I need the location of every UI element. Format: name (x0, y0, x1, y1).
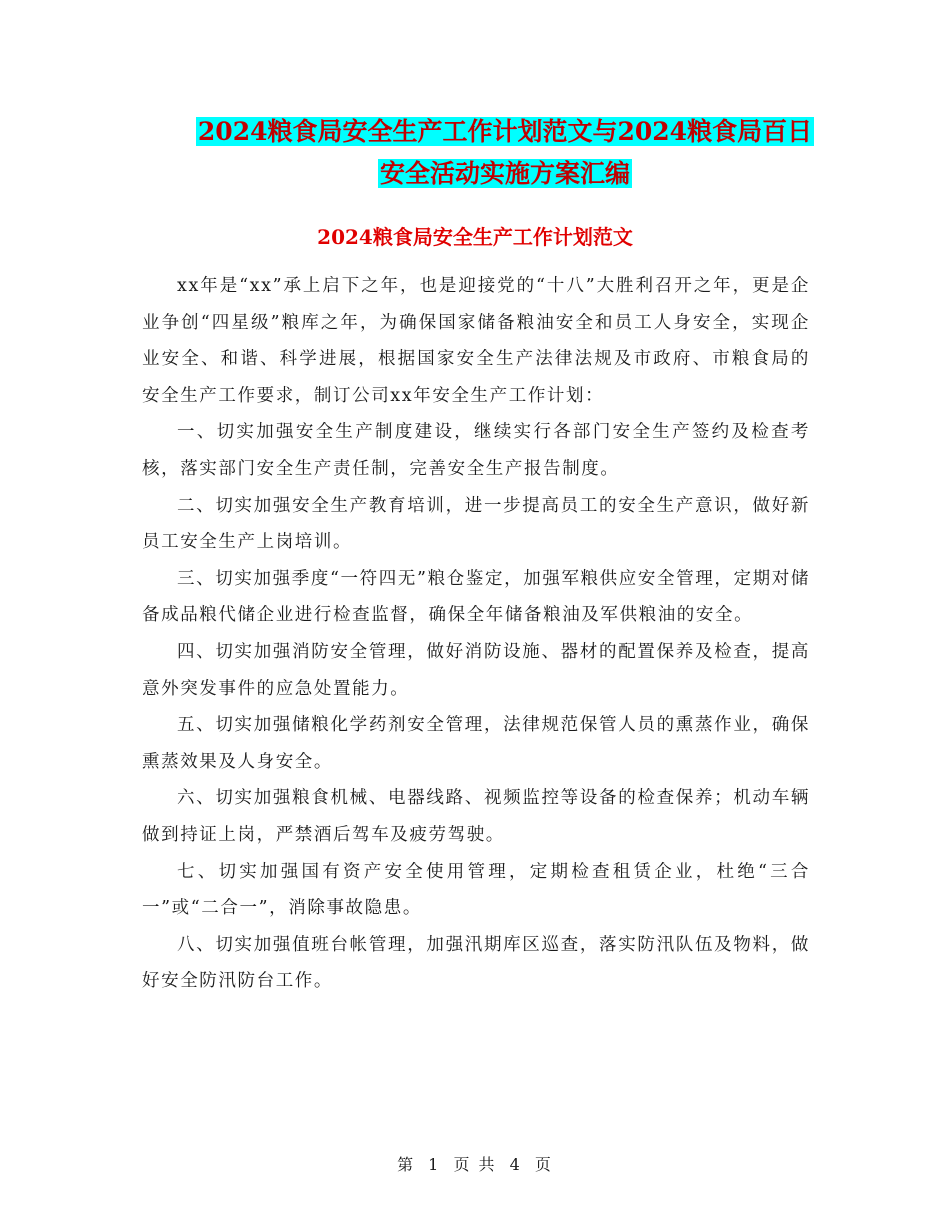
page-footer (0, 1152, 950, 1175)
paragraph-item-1: 一、切实加强安全生产制度建设，继续实行各部门安全生产签约及检查考核，落实部门安全生产责任制，完善安全生产报告制度。 (142, 422, 810, 479)
paragraph-item-2: 二、切实加强安全生产教育培训，进一步提高员工的安全生产意识，做好新员工安全生产上岗培训。 (142, 495, 810, 553)
section-title: 2024粮食局安全生产工作计划范文 (317, 225, 633, 249)
paragraph-intro: xx年是“xx”承上启下之年，也是迎接党的“十八”大胜利召开之年，更是企业争创“四星级”粮库之年，为确保国家储备粮油安全和员工人身安全，实现企业安全、和谐、科学进展，根据国家安全生产法律法规及市政府、市粮食局的安全生产工作要求，制订公司xx年安全生产工作计划： (142, 276, 810, 406)
paragraph-item-5: 五、切实加强储粮化学药剂安全管理，法律规范保管人员的熏蒸作业，确保熏蒸效果及人身安全。 (142, 715, 810, 772)
paragraph-item-8: 八、切实加强值班台帐管理，加强汛期库区巡查，落实防汛队伍及物料，做好安全防汛防台工作。 (142, 934, 810, 992)
document-title-text-1: 2024粮食局安全生产工作计划范文与2024粮食局百日 (197, 117, 813, 146)
document-title-text-2: 安全活动实施方案汇编 (379, 159, 630, 188)
footer-page-number: 1 (428, 1155, 441, 1174)
paragraph-item-4: 四、切实加强消防安全管理，做好消防设施、器材的配置保养及检查，提高意外突发事件的应急处置能力。 (142, 641, 810, 699)
footer-total-pages: 4 (509, 1155, 522, 1174)
footer-prefix: 第 (397, 1155, 416, 1174)
document-body (142, 268, 810, 1000)
footer-middle: 页 共 (453, 1155, 497, 1174)
paragraph-item-3: 三、切实加强季度“一符四无”粮仓鉴定，加强军粮供应安全管理，定期对储备成品粮代储企业进行检查监督，确保全年储备粮油及军供粮油的安全。 (142, 568, 810, 626)
footer-suffix: 页 (534, 1155, 553, 1174)
paragraph-item-7: 七、切实加强国有资产安全使用管理，定期检查租赁企业，杜绝“三合一”或“二合一”，消除事故隐患。 (142, 861, 810, 919)
paragraph-item-6: 六、切实加强粮食机械、电器线路、视频监控等设备的检查保养；机动车辆做到持证上岗，严禁酒后驾车及疲劳驾驶。 (142, 788, 810, 845)
document-title-line-1 (140, 115, 870, 149)
document-title-line-2 (140, 157, 870, 191)
